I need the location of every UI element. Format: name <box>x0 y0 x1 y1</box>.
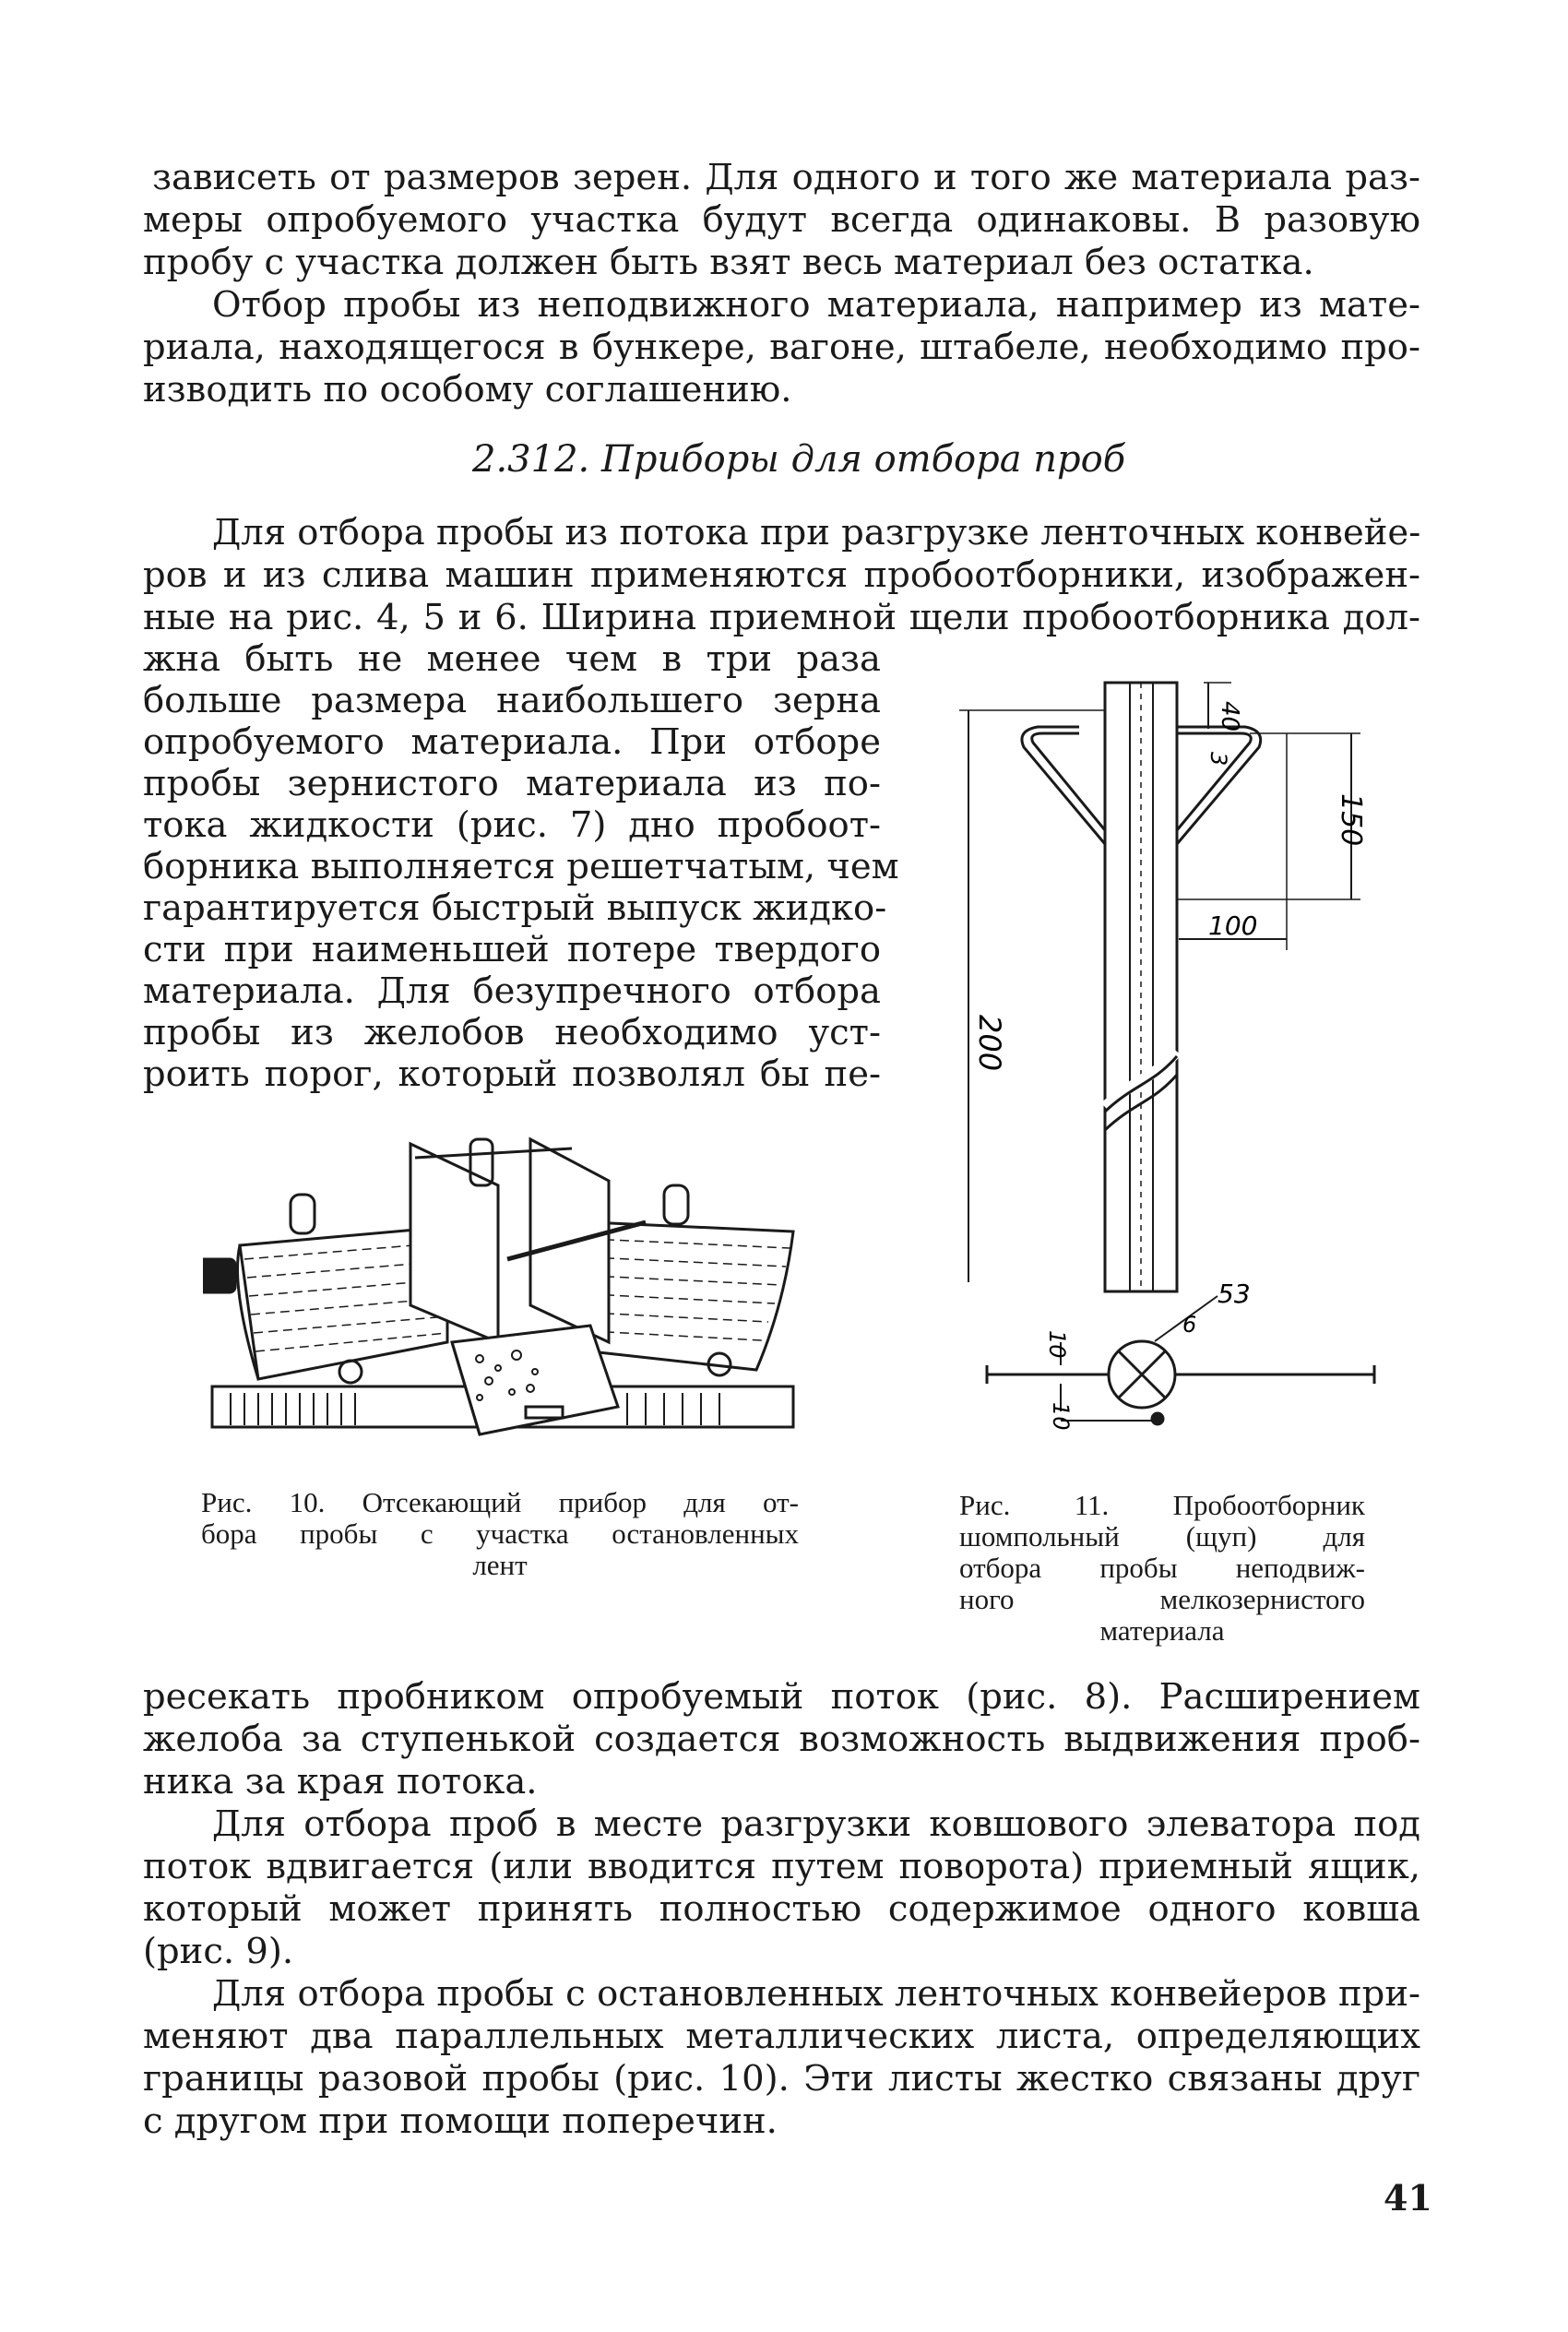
dim-label-40: 40 <box>1216 701 1243 732</box>
figure-11-caption-line: материала <box>1099 1614 1225 1647</box>
text-line: тока жидкости (рис. 7) дно пробоот- <box>143 804 881 846</box>
figure-11-caption-line: отбора пробы неподвиж- <box>959 1552 1365 1584</box>
figure-10-caption-line: бора пробы с участка остановленных <box>201 1517 799 1550</box>
text-line: меры опробуемого участка будут всегда одинаковы. В разовую <box>143 199 1420 241</box>
figure-11-caption-line: Рис. 11. Пробоотборник <box>959 1489 1365 1521</box>
text-line: Для отбора проб в месте разгрузки ковшового элеватора под <box>212 1803 1420 1845</box>
text-line: (рис. 9). <box>143 1931 294 1972</box>
figure-11-caption-line: ного мелкозернистого <box>959 1583 1365 1615</box>
text-line: зависеть от размеров зерен. Для одного и того же материала раз- <box>152 157 1420 198</box>
text-line: с другом при помощи поперечин. <box>143 2100 778 2142</box>
text-line: борника выполняется решетчатым, чем <box>143 846 899 887</box>
plate-left <box>410 1144 498 1342</box>
text-line: меняют два параллельных металлических листа, определяющих <box>143 2016 1420 2057</box>
text-line: поток вдвигается (или вводится путем поворота) приемный ящик, <box>143 1846 1420 1887</box>
dim-label-100: 100 <box>1208 910 1258 941</box>
dim-label-6: 6 <box>1182 1312 1197 1338</box>
text-line: больше размера наибольшего зерна <box>143 680 881 721</box>
text-line: опробуемого материала. При отборе <box>143 721 881 763</box>
dim-label-150: 150 <box>1335 793 1367 847</box>
dim-label-53: 53 <box>1218 1279 1251 1309</box>
text-line: ров и из слива машин применяются пробоотборники, изображен- <box>143 554 1420 596</box>
dim-label-3: 3 <box>1206 752 1231 767</box>
text-line: сти при наименьшей потере твердого <box>143 929 881 970</box>
text-line: ника за края потока. <box>143 1761 538 1803</box>
text-line: ные на рис. 4, 5 и 6. Ширина приемной щели пробоотборника дол- <box>143 597 1420 638</box>
text-line: пробы из желобов необходимо уст- <box>143 1012 881 1053</box>
figure-10-caption-line: Рис. 10. Отсекающий прибор для от- <box>201 1486 799 1518</box>
text-line: границы разовой пробы (рис. 10). Эти листы жестко связаны друг <box>143 2058 1420 2100</box>
text-line: Для отбора пробы из потока при разгрузке ленточных конвейе- <box>212 512 1421 553</box>
section-heading: 2.312. Приборы для отбора проб <box>472 438 1126 481</box>
text-line: который может принять полностью содержимое одного ковша <box>143 1888 1420 1930</box>
text-line: роить порог, который позволял бы пе- <box>143 1053 881 1095</box>
dim-label-10-upper: 10 <box>1044 1330 1070 1359</box>
figure-10-illustration <box>203 1130 821 1471</box>
dim-label-200: 200 <box>972 1015 1007 1072</box>
dim-label-10-lower: 10 <box>1048 1402 1074 1431</box>
page-number: 41 <box>1384 2177 1432 2219</box>
figure-11-caption-line: шомпольный (щуп) для <box>959 1520 1365 1553</box>
text-line: Отбор пробы из неподвижного материала, например из мате- <box>212 284 1420 326</box>
text-line: материала. Для безупречного отбора <box>143 970 881 1012</box>
text-line: изводить по особому соглашению. <box>143 369 792 410</box>
text-line: пробу с участка должен быть взят весь материал без остатка. <box>143 242 1314 283</box>
text-line: Для отбора пробы с остановленных ленточных конвейеров при- <box>212 1973 1420 2015</box>
text-line: риала, находящегося в бункере, вагоне, штабеле, необходимо про- <box>143 327 1420 368</box>
figure-10-caption-line: лент <box>472 1549 528 1581</box>
text-line: желоба за ступенькой создается возможность выдвижения проб- <box>143 1719 1420 1760</box>
figure-11-drawing <box>941 646 1420 1439</box>
text-line: гарантируется быстрый выпуск жидко- <box>143 887 887 929</box>
text-line: ресекать пробником опробуемый поток (рис. 8). Расширением <box>143 1676 1420 1718</box>
text-line: пробы зернистого материала из по- <box>143 763 881 804</box>
text-line: жна быть не менее чем в три раза <box>143 638 881 680</box>
